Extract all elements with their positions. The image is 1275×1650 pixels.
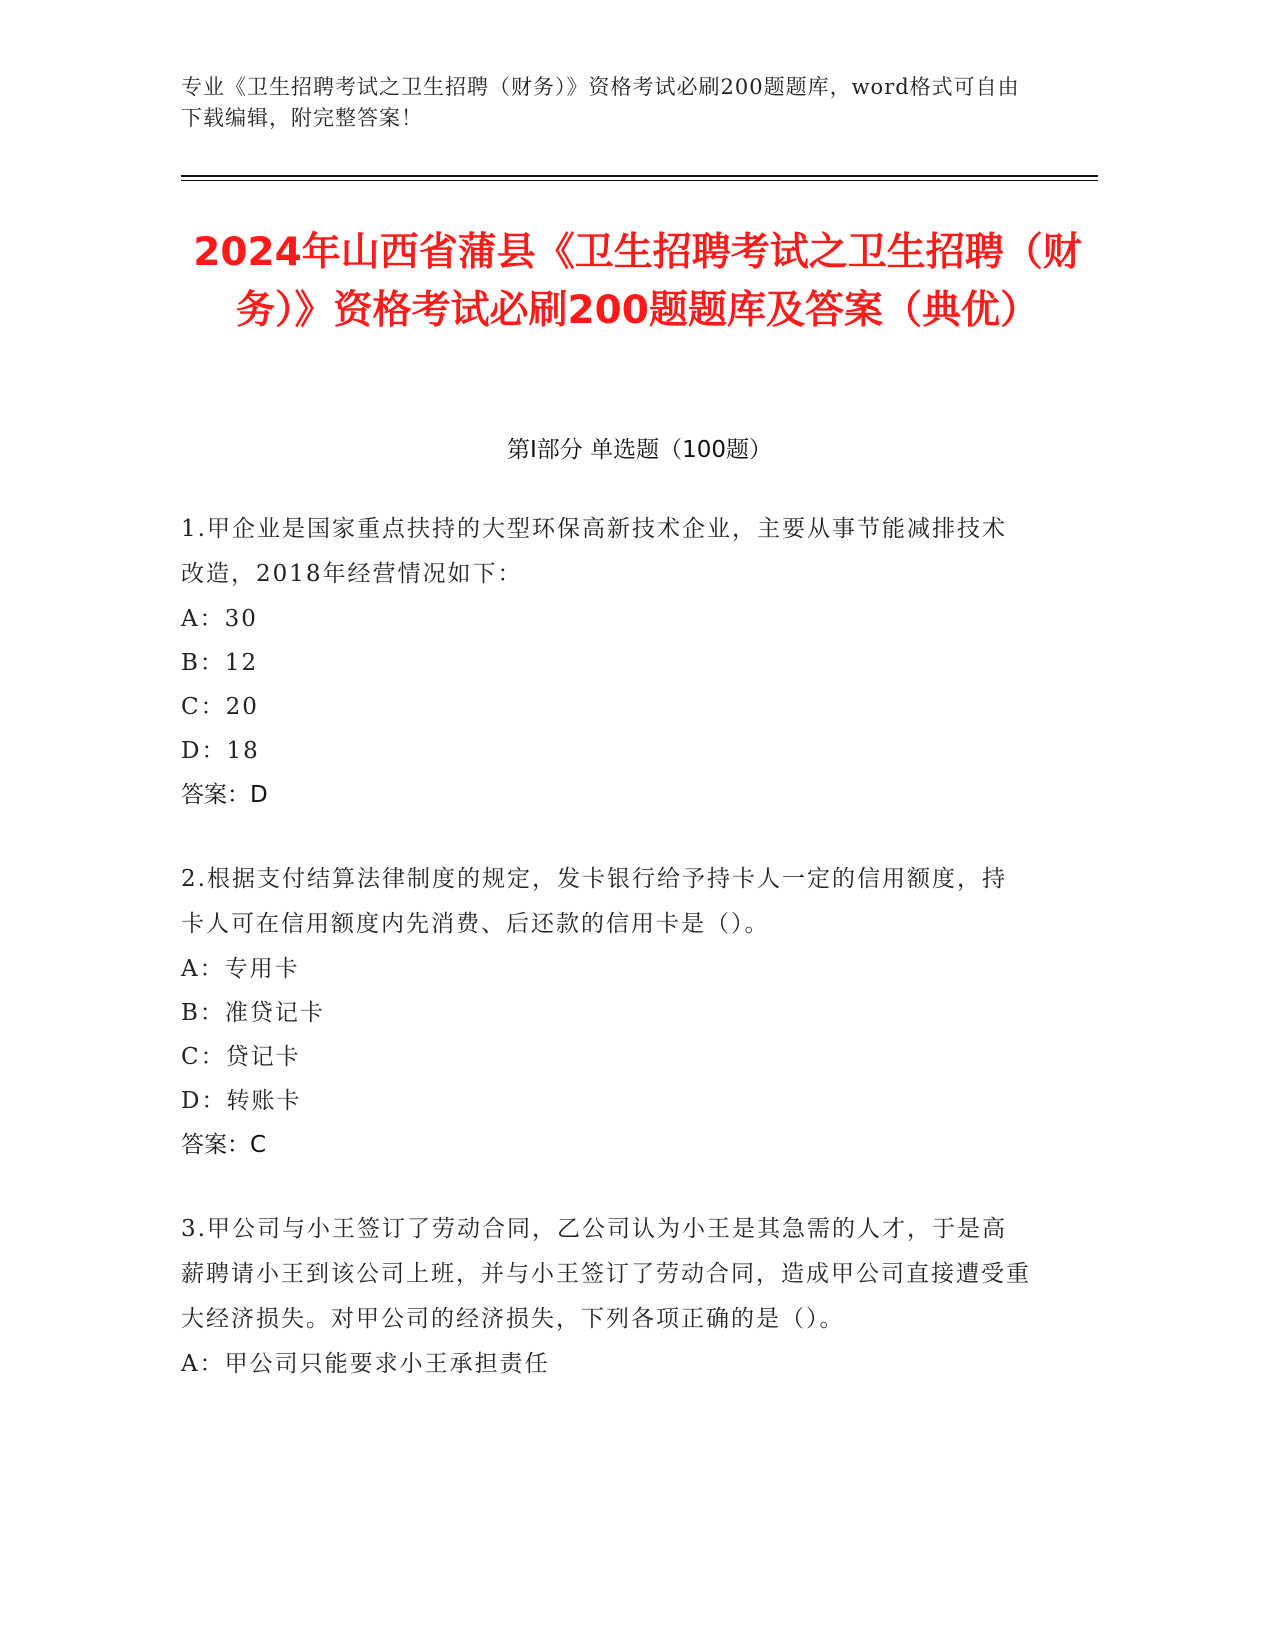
option-b: B：准贷记卡: [181, 1000, 325, 1026]
option-c: C：20: [181, 694, 259, 720]
option-d: D：转账卡: [181, 1088, 302, 1114]
question-stem: 2.根据支付结算法律制度的规定，发卡银行给予持卡人一定的信用额度，持卡人可在信用额度内先消费、后还款的信用卡是（）。: [181, 866, 1007, 937]
section-heading: 第I部分 单选题（100题）: [507, 437, 772, 463]
answer: 答案：C: [181, 1132, 267, 1158]
option-c: C：贷记卡: [181, 1044, 301, 1070]
answer: 答案：D: [181, 782, 268, 808]
option-b: B：12: [181, 650, 259, 676]
header-rule-thin: [181, 180, 1098, 181]
question-list: [181, 507, 1031, 1426]
option-a: A：甲公司只能要求小王承担责任: [181, 1351, 550, 1377]
option-a: A：专用卡: [181, 956, 300, 982]
document-title: 2024年山西省蒲县《卫生招聘考试之卫生招聘（财务）》资格考试必刷200题题库及答案（典优）: [193, 230, 1082, 333]
option-d: D：18: [181, 738, 260, 764]
question-stem: 1.甲企业是国家重点扶持的大型环保高新技术企业，主要从事节能减排技术改造，2018年经营情况如下：: [181, 516, 1007, 587]
header-note: 专业《卫生招聘考试之卫生招聘（财务）》资格考试必刷200题题库，word格式可自由下载编辑，附完整答案！: [181, 75, 1020, 130]
question-3: [181, 1207, 1031, 1386]
question-1: [181, 507, 1031, 817]
question-2: [181, 857, 1031, 1167]
question-stem: 3.甲公司与小王签订了劳动合同，乙公司认为小王是其急需的人才，于是高薪聘请小王到该公司上班，并与小王签订了劳动合同，造成甲公司直接遭受重大经济损失。对甲公司的经济损失，下列各项正确的是（）。: [181, 1216, 1031, 1332]
option-a: A：30: [181, 606, 258, 632]
header-rule-thick: [181, 175, 1098, 177]
